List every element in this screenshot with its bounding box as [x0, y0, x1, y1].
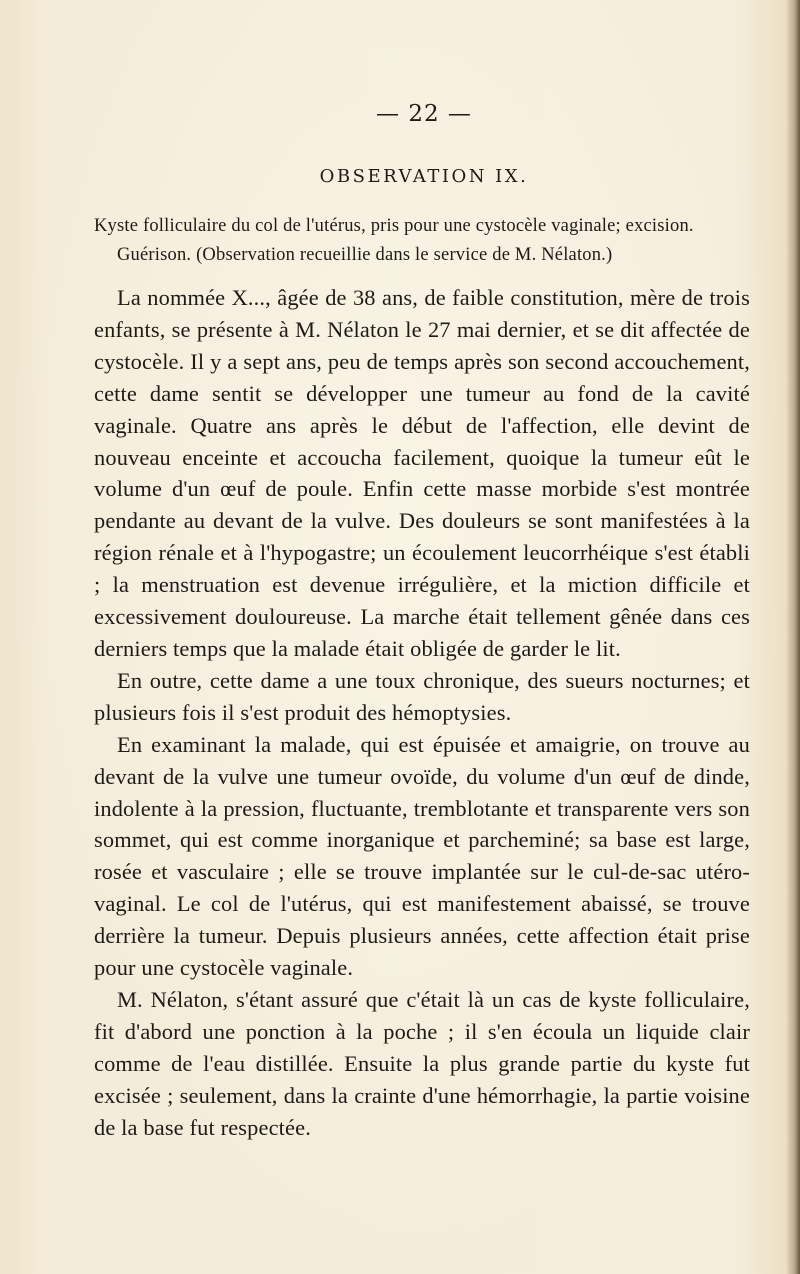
summary-line-2: Guérison. (Observation recueillie dans le service de M. Nélaton.) — [117, 245, 613, 265]
paragraph-cough: En outre, cette dame a une toux chronique, des sueurs nocturnes; et plusieurs fois il s'est produit des hémoptysies. — [94, 667, 750, 725]
paragraph-case-history: La nommée X..., âgée de 38 ans, de faible constitution, mère de trois enfants, se présente à M. Nélaton le 27 mai dernier, et se dit affectée de cystocèle. Il y a sept ans, peu de temps après son second accouchement, cette dame sentit se développer une tumeur au fond de la cavité vaginale. Quatre ans après le début de l'affection, elle devint de nouveau enceinte et accoucha facilement, quoique la tumeur eût le volume d'un œuf de poule. Enfin cette masse morbide s'est montrée pendante au devant de la vulve. Des douleurs se sont manifestées à la région rénale et à l'hypogastre; un écoulement leucorrhéique s'est établi ; la menstruation est devenue irrégulière, et la miction difficile et excessivement douloureuse. La marche était tellement gênée dans ces derniers temps que la malade était obligée de garder le lit. — [94, 285, 750, 661]
observation-title: OBSERVATION IX. — [319, 166, 529, 187]
page-edge-shadow — [786, 0, 800, 1274]
page-number: — 22 — — [376, 101, 472, 127]
paragraph-treatment: M. Nélaton, s'étant assuré que c'était là un cas de kyste folliculaire, fit d'abord une ponction à la poche ; il s'en écoula un liquide clair comme de l'eau distillée. Ensuite la plus grande partie du kyste fut excisée ; seulement, dans la crainte d'une hémorrhagie, la partie voisine de la base fut respectée. — [94, 986, 750, 1140]
observation-body — [94, 282, 750, 1143]
paragraph-examination: En examinant la malade, qui est épuisée et amaigrie, on trouve au devant de la vulve une tumeur ovoïde, du volume d'un œuf de dinde, indolente à la pression, fluctuante, tremblotante et transparente vers son sommet, qui est comme inorganique et parcheminé; sa base est large, rosée et vasculaire ; elle se trouve implantée sur le cul-de-sac utéro-vaginal. Le col de l'utérus, qui est manifestement abaissé, se trouve derrière la tumeur. Depuis plusieurs années, cette affection était prise pour une cystocèle vaginale. — [94, 731, 750, 981]
observation-summary — [94, 212, 750, 270]
summary-line-1: Kyste folliculaire du col de l'utérus, pris pour une cystocèle vaginale; excision. — [94, 216, 694, 236]
